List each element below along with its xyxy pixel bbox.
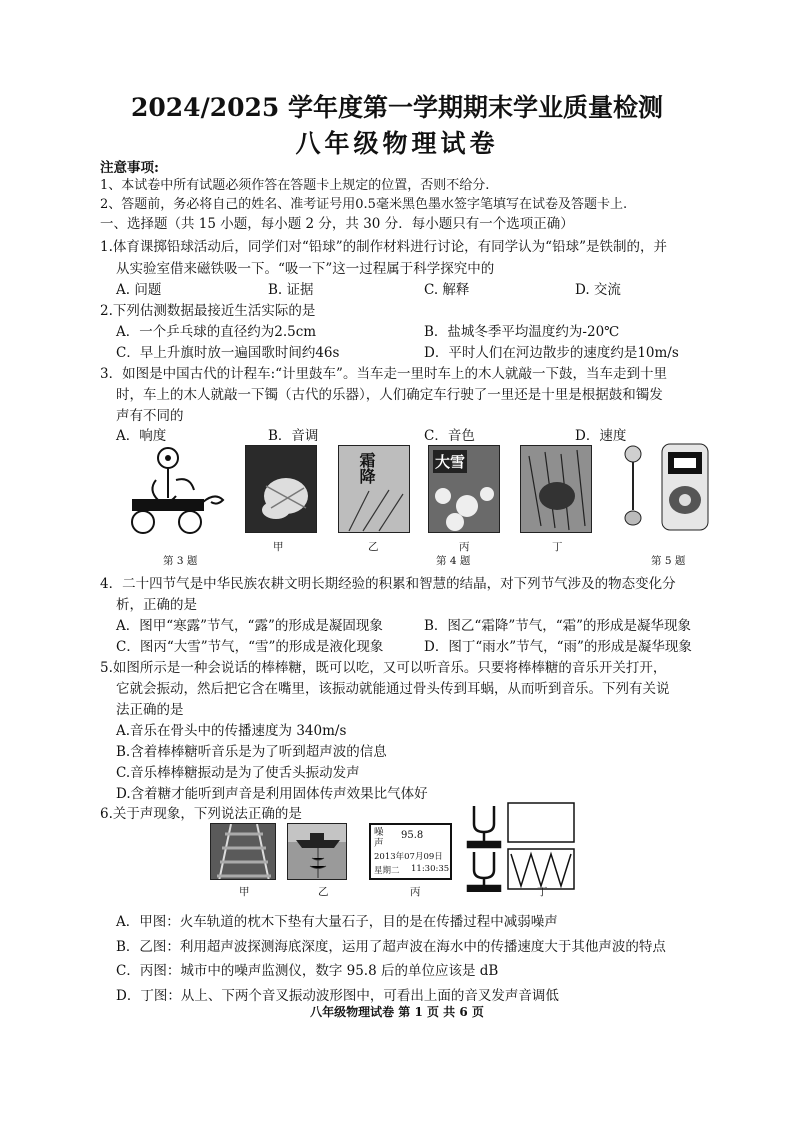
q2-option-d: D．平时人们在河边散步的速度约是10m/s [424,345,679,361]
waveform-figure [507,802,575,892]
figure-railway-image [210,823,276,880]
drum-cart-figure [118,440,228,538]
q1-stem-line1: 1.体育课掷铅球活动后，同学们对“铅球”的制作材料进行讨论，有同学认为“铅球”是铁制的，并 [100,239,667,255]
figure-ding-image [520,445,592,533]
notice-item-1: 1、本试卷中所有试题必须作答在答题卡上规定的位置，否则不给分. [100,178,490,193]
q3-stem-line3: 声有不同的 [116,408,184,424]
q5-option-d: D.含着糖才能听到声音是利用固体传声效果比气体好 [116,786,428,802]
caption-q3: 第 3 题 [163,555,198,567]
q4-option-c: C．图丙“大雪”节气，“雪”的形成是液化现象 [116,639,384,655]
q5-stem-line1: 5.如图所示是一种会说话的棒棒糖，既可以吃，又可以听音乐。只要将棒棒糖的音乐开关打开， [100,660,667,676]
tuning-forks-figure [464,802,504,892]
q5-option-c: C.音乐棒棒糖振动是为了使舌头振动发声 [116,765,360,781]
q1-stem-line2: 从实验室借来磁铁吸一下。“吸一下”这一过程属于科学探究中的 [116,261,495,277]
noise-monitor-display [369,823,452,880]
q4-option-b: B．图乙“霜降”节气，“霜”的形成是凝华现象 [424,618,692,634]
monitor-value: 95.8 [401,830,424,841]
page-footer: 八年级物理试卷 第 1 页 共 6 页 [310,1005,484,1019]
q6-label-yi: 乙 [318,886,329,898]
q6-label-ding: 丁 [537,886,548,898]
monitor-time: 11:30:35 [411,864,450,874]
q3-option-c: C．音色 [424,428,475,444]
q2-option-a: A．一个乒乓球的直径约为2.5cm [116,324,317,340]
q3-stem-line1: 3．如图是中国古代的计程车:“计里鼓车”。当车走一里时车上的木人就敲一下鼓，当车走到十里 [100,366,667,382]
monitor-date: 2013年07月09日 [374,852,443,862]
q4-option-d: D．图丁“雨水”节气，“雨”的形成是凝华现象 [424,639,692,655]
q1-option-a: A. 问题 [116,282,162,298]
figure-label-bing: 丙 [459,541,470,553]
figure-ship-sonar-image [287,823,347,880]
q5-option-b: B.含着棒棒糖听音乐是为了听到超声波的信息 [116,744,387,760]
q4-option-a: A．图甲“寒露”节气，“露”的形成是凝固现象 [116,618,383,634]
lollipop-figure [618,440,648,535]
q4-stem-line1: 4．二十四节气是中华民族农耕文明长期经验的积累和智慧的结晶，对下列节气涉及的物态变化分 [100,576,676,592]
figure-label-ding: 丁 [552,541,563,553]
q2-option-c: C．早上升旗时放一遍国歌时间约46s [116,345,340,361]
section-heading: 一、选择题（共 15 小题，每小题 2 分，共 30 分．每小题只有一个选项正确） [100,216,574,232]
q6-option-b: B．乙图：利用超声波探测海底深度，运用了超声波在海水中的传播速度大于其他声波的特点 [116,939,666,955]
q1-option-c: C. 解释 [424,282,470,298]
figure-label-jia: 甲 [273,541,284,553]
exam-title: 2024/2025 学年度第一学期期末学业质量检测 [131,93,663,122]
q5-stem-line2: 它就会振动，然后把它含在嘴里，该振动就能通过骨头传到耳蜗，从而听到音乐。下列有关说 [116,681,670,697]
figure-yi-title: 霜降 [357,452,376,484]
notice-heading: 注意事项: [100,160,159,176]
q1-option-b: B. 证据 [268,282,314,298]
figure-yi-image [338,445,410,533]
q2-option-b: B．盐城冬季平均温度约为-20℃ [424,324,620,340]
q6-stem: 6.关于声现象，下列说法正确的是 [100,806,302,822]
q6-option-a: A．甲图：火车轨道的枕木下垫有大量石子，目的是在传播过程中减弱噪声 [116,914,558,930]
caption-q5: 第 5 题 [651,555,686,567]
q6-label-bing: 丙 [410,886,421,898]
figure-bing-title: 大雪 [433,450,467,473]
q3-stem-line2: 时，车上的木人就敲一下镯（古代的乐器），人们确定车行驶了一里还是十里是根据鼓和镯发 [116,387,663,403]
q5-stem-line3: 法正确的是 [116,702,184,718]
q2-stem: 2.下列估测数据最接近生活实际的是 [100,303,316,319]
q5-option-a: A.音乐在骨头中的传播速度为 340m/s [116,723,347,739]
figure-bing-image [428,445,500,533]
caption-q4: 第 4 题 [436,555,471,567]
monitor-label [374,827,384,849]
q6-option-c: C．丙图：城市中的噪声监测仪，数字 95.8 后的单位应该是 dB [116,963,499,979]
notice-item-2: 2、答题前，务必将自己的姓名、准考证号用0.5毫米黑色墨水签字笔填写在试卷及答题卡上. [100,197,628,212]
q3-option-d: D．速度 [575,428,627,444]
exam-subtitle: 八年级物理试卷 [295,129,499,158]
ear-skull-figure [660,440,710,535]
figure-label-yi: 乙 [368,541,379,553]
q4-stem-line2: 析，正确的是 [116,597,197,613]
q1-option-d: D. 交流 [575,282,621,298]
q6-option-d: D．丁图：从上、下两个音叉振动波形图中，可看出上面的音叉发声音调低 [116,988,559,1004]
monitor-weekday: 星期二 [374,866,400,876]
monitor-label-2: 声 [374,838,384,849]
q6-label-jia: 甲 [239,886,250,898]
monitor-label-1: 噪 [374,827,384,838]
q3-option-b: B．音调 [268,428,319,444]
figure-jia-image [245,445,317,533]
q3-option-a: A．响度 [116,428,167,444]
